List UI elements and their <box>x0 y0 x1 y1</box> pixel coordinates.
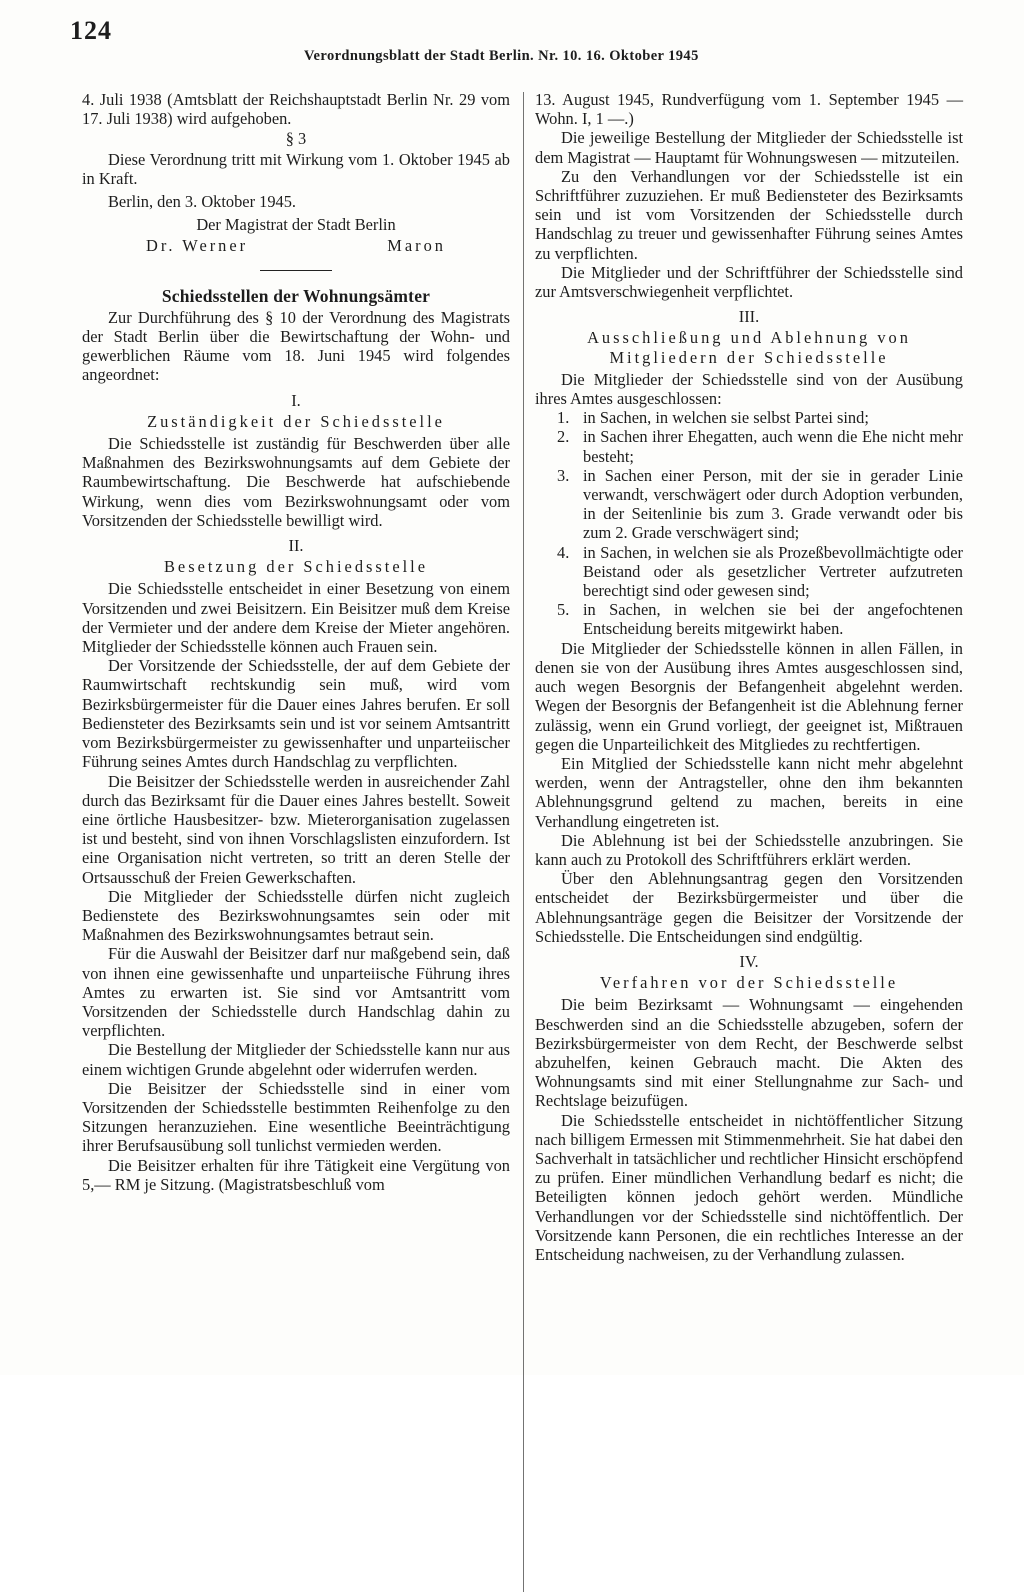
section-2-paragraph-2: Der Vorsitzende der Schiedsstelle, der auf dem Gebiete der Raumwirtschaft rechtskundig sein muß, wird vom Bezirksbürgermeister für die Dauer eines Jahres berufen. Er soll Bediensteter des Bezirksamts sein und ist vor seinem Amtsantritt vom Bezirksbürgermeister zu gewissenhafter und unparteiischer Führung seines Amtes durch Handschlag zu verpflichten. <box>82 656 510 772</box>
authority-line: Der Magistrat der Stadt Berlin <box>196 215 396 235</box>
section-4-paragraph-1: Die beim Bezirksamt — Wohnungsamt — eingehenden Beschwerden sind an die Schiedsstelle abzugeben, sofern der Bezirksbürgermeister von dem Recht, der Beschwerde selbst abzuhelfen, keinen Gebrauch macht. Die Akten des Wohnungsamts sind mit einer Stellungnahme zur Sach- und Rechtslage beizufügen. <box>535 995 963 1111</box>
signatures <box>82 236 510 255</box>
list-item: 1. in Sachen, in welchen sie selbst Partei sind; <box>557 408 869 428</box>
continuation-paragraph: 13. August 1945, Rundverfügung vom 1. September 1945 — Wohn. I, 1 —.) <box>535 90 963 129</box>
signature-maron: Maron <box>387 236 446 256</box>
article-title: Schiedsstellen der Wohnungsämter <box>161 285 431 306</box>
section-heading-4: Verfahren vor der Schiedsstelle <box>599 973 899 993</box>
list-item: 2. in Sachen ihrer Ehegatten, auch wenn die Ehe nicht mehr besteht; <box>557 427 963 466</box>
list-item: 3. in Sachen einer Person, mit der sie in gerader Linie verwandt, verschwägert oder durch Adoption verbunden, in der Seitenlinie bis zum 3. Grade verwandt oder bis zum 2. Grade verschwägert sind; <box>557 465 963 543</box>
section-2-paragraph-8: Die Beisitzer erhalten für ihre Tätigkeit eine Vergütung von 5,— RM je Sitzung. (Magistratsbeschluß vom <box>82 1155 510 1194</box>
page-number: 124 <box>70 16 112 45</box>
section-1-paragraph: Die Schiedsstelle ist zuständig für Beschwerden über alle Maßnahmen des Bezirkswohnungsamts auf dem Gebiete der Raumbewirtschaftung. Die Beschwerde hat aufschiebende Wirkung, wenn dies vom Bezirkswohnungsamt oder vom Vorsitzenden der Schiedsstelle bewilligt wird. <box>82 434 510 530</box>
signature-werner: Dr. Werner <box>146 236 249 256</box>
section-2-paragraph-1: Die Schiedsstelle entscheidet in einer Besetzung von einem Vorsitzenden und zwei Beisitzern. Ein Beisitzer muß dem Kreise der Vermieter und der andere dem Kreise der Mieter angehören. Mitglieder der Schiedsstelle können auch Frauen sein. <box>82 579 510 657</box>
section-2-paragraph-6: Die Bestellung der Mitglieder der Schiedsstelle kann nur aus einem wichtigen Grunde abgelehnt oder widerrufen werden. <box>82 1040 510 1079</box>
section-2-paragraph-3: Die Beisitzer der Schiedsstelle werden in ausreichender Zahl durch das Bezirksamt für die Dauer eines Jahres bestellt. Soweit eine örtliche Hausbesitzer- bzw. Mieterorganisation zugelassen ist und besteht, sind von ihnen Vorschlagslisten einzufordern. Ist eine Organisation nicht vertreten, so tritt an deren Stelle der Ortsausschuß der Freien Gewerkschaften. <box>82 771 510 887</box>
section-3-paragraph-3: Ein Mitglied der Schiedsstelle kann nicht mehr abgelehnt werden, wenn der Antragsteller, ohne den ihm bekannten Ablehnungsgrund geltend zu machen, bereits in eine Verhandlung eingetreten ist. <box>535 753 963 831</box>
section-3-paragraph-5: Über den Ablehnungsantrag gegen den Vorsitzenden entscheidet der Bezirksbürgermeister und über die Ablehnungsanträge gegen die Beisitzer der Vorsitzende der Schiedsstelle. Die Entscheidungen sind endgültig. <box>535 869 963 946</box>
separator-rule <box>260 270 332 271</box>
section-number-3: III. <box>738 307 760 327</box>
section-heading-2: Besetzung der Schiedsstelle <box>164 557 428 577</box>
section-sign-3: § 3 <box>285 129 307 149</box>
section-3-paragraph-2: Die Mitglieder der Schiedsstelle können in allen Fällen, in denen sie von der Ausübung ihres Amtes ausgeschlossen sind, auch wegen Besorgnis der Befangenheit abgelehnt werden. Wegen der Besorgnis der Befangenheit ist die Ablehnung ferner zulässig, wenn ein Grund vorliegt, der geeignet ist, Mißtrauen gegen die Unparteilichkeit des Mitgliedes zu rechtfertigen. <box>535 638 963 754</box>
section-3-paragraph-4: Die Ablehnung ist bei der Schiedsstelle anzubringen. Sie kann auch zu Protokoll des Schriftführers erklärt werden. <box>535 830 963 869</box>
section-number-1: I. <box>291 390 301 410</box>
effective-paragraph: Diese Verordnung tritt mit Wirkung vom 1. Oktober 1945 ab in Kraft. <box>82 149 510 188</box>
left-column <box>82 90 510 1194</box>
section-heading-3: Ausschließung und Ablehnung von Mitgliedern der Schiedsstelle <box>587 328 911 367</box>
right-column <box>535 90 963 1264</box>
preamble-paragraph: Zur Durchführung des § 10 der Verordnung des Magistrats der Stadt Berlin über die Bewirtschaftung der Wohn- und gewerblichen Räume vom 18. Juni 1945 wird folgendes angeordnet: <box>82 307 510 385</box>
intro-paragraph: 4. Juli 1938 (Amtsblatt der Reichshauptstadt Berlin Nr. 29 vom 17. Juli 1938) wird aufgehoben. <box>82 90 510 129</box>
date-line: Berlin, den 3. Oktober 1945. <box>108 192 297 212</box>
section-heading-1: Zuständigkeit der Schiedsstelle <box>147 411 445 431</box>
section-number-4: IV. <box>739 951 759 971</box>
running-title: Verordnungsblatt der Stadt Berlin. Nr. 10. 16. Oktober 1945 <box>304 48 699 64</box>
section-number-2: II. <box>288 536 304 556</box>
notification-paragraph: Die jeweilige Bestellung der Mitglieder der Schiedsstelle ist dem Magistrat — Hauptamt für Wohnungswesen — mitzuteilen. <box>535 128 963 167</box>
section-4-paragraph-2: Die Schiedsstelle entscheidet in nichtöffentlicher Sitzung nach billigem Ermessen mit Stimmenmehrheit. Sie hat dabei den Sachverhalt in tatsächlicher und rechtlicher Hinsicht erschöpfend zu prüfen. Einer mündlichen Verhandlung bedarf es nicht; die Beteiligten können jedoch gehört werden. Mündliche Verhandlungen vor der Schiedsstelle sind nichtöffentlich. Der Vorsitzende kann Personen, die ein rechtliches Interesse an der Entscheidung nachweisen, zu der Verhandlung zulassen. <box>535 1110 963 1264</box>
column-divider <box>523 92 524 1592</box>
secrecy-paragraph: Die Mitglieder und der Schriftführer der Schiedsstelle sind zur Amtsverschwiegenheit verpflichtet. <box>535 262 963 302</box>
section-2-paragraph-5: Für die Auswahl der Beisitzer darf nur maßgebend sein, daß von ihnen eine gewissenhafte und unparteiische Führung ihres Amtes zu erwarten ist. Sie sind vor Amtsantritt vom Vorsitzenden der Schiedsstelle durch Handschlag dahin zu verpflichten. <box>82 944 510 1041</box>
list-item: 5. in Sachen, in welchen sie bei der angefochtenen Entscheidung bereits mitgewirkt haben. <box>557 600 963 639</box>
list-item: 4. in Sachen, in welchen sie als Prozeßbevollmächtigte oder Beistand oder als gesetzlicher Vertreter aufzutreten berechtigt sind oder gewesen sind; <box>557 542 963 601</box>
section-2-paragraph-7: Die Beisitzer der Schiedsstelle sind in einer vom Vorsitzenden der Schiedsstelle bestimmten Reihenfolge zu den Sitzungen heranzuziehen. Eine wesentliche Beeinträchtigung ihrer Berufsausübung soll tunlichst vermieden werden. <box>82 1078 510 1156</box>
clerk-paragraph: Zu den Verhandlungen vor der Schiedsstelle ist ein Schriftführer zuzuziehen. Er muß Bediensteter des Bezirksamts sein und ist vom Vorsitzenden der Schiedsstelle durch Handschlag zu treuer und gewissenhafter Führung seines Amtes zu verpflichten. <box>535 166 963 263</box>
section-3-paragraph-1: Die Mitglieder der Schiedsstelle sind von der Ausübung ihres Amtes ausgeschlossen: <box>535 369 963 409</box>
section-2-paragraph-4: Die Mitglieder der Schiedsstelle dürfen nicht zugleich Bedienstete des Bezirkswohnungsamtes sein oder mit Maßnahmen des Bezirkswohnungsamtes betraut sein. <box>82 886 510 945</box>
